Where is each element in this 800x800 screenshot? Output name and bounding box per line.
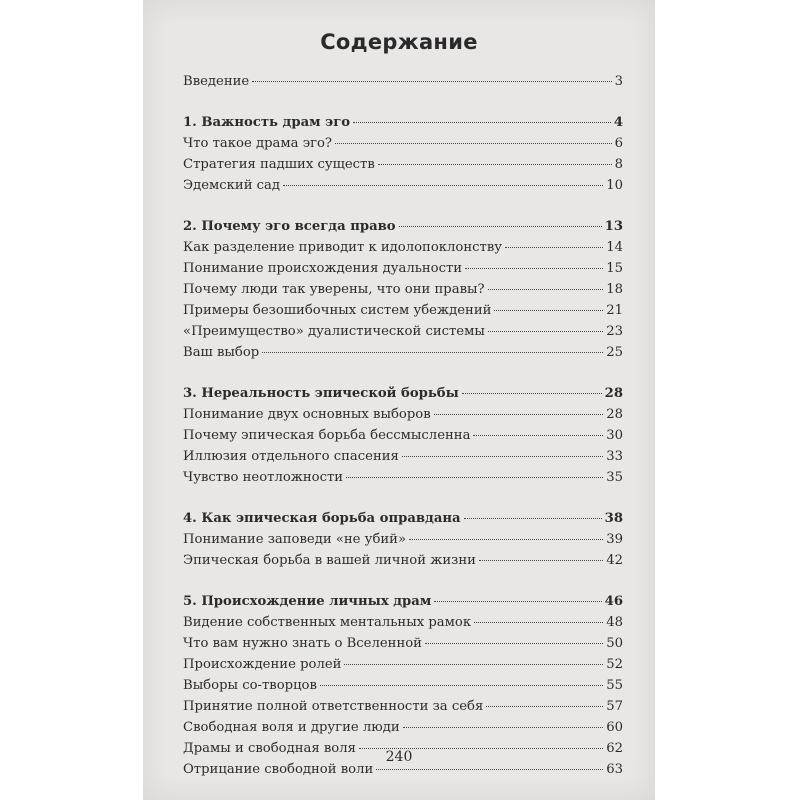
toc-entry-page: 4 [613,115,623,130]
toc-entry-title: Почему люди так уверены, что они правы? [183,282,485,297]
toc-entry [183,532,623,553]
dot-leader [425,643,603,644]
toc-chapter-entry [183,511,623,532]
toc-entry-title: 2. Почему эго всегда право [183,219,396,234]
toc-entry-title: Понимание заповеди «не убий» [183,532,407,547]
toc-entry [183,261,623,282]
dot-leader [335,143,612,144]
dot-leader [353,122,611,123]
toc-entry-title: Почему эпическая борьба бессмысленна [183,428,471,443]
toc-entry-page: 33 [606,449,623,464]
toc-entry [183,136,623,157]
page-title: Содержание [320,30,478,54]
toc-entry-title: 4. Как эпическая борьба оправдана [183,511,461,526]
toc-entry-title: Происхождение ролей [183,657,342,672]
toc-entry [183,240,623,261]
dot-leader [465,268,603,269]
toc-entry [183,699,623,720]
dot-leader [346,477,603,478]
toc-entry [183,470,623,491]
page-number: 240 [385,749,413,765]
dot-leader [320,685,603,686]
toc-entry [183,720,623,741]
toc-entry-page: 62 [606,741,623,756]
toc-entry-title: Введение [183,74,250,89]
toc-entry-title: Выборы со-творцов [183,678,317,693]
toc-entry-title: Свободная воля и другие люди [183,720,400,735]
section-gap [183,491,623,511]
toc-entry-page: 28 [606,407,623,422]
toc-entry [183,407,623,428]
toc-entry-title: Ваш выбор [183,345,260,360]
toc-entry-title: Отрицание свободной воли [183,762,374,777]
toc-entry-title: Принятие полной ответственности за себя [183,699,484,714]
toc-entry-page: 8 [614,157,623,172]
toc-entry [183,157,623,178]
toc-entry-page: 15 [606,261,623,276]
dot-leader [473,435,603,436]
toc-entry [183,615,623,636]
toc-entry-title: Что вам нужно знать о Вселенной [183,636,422,651]
toc-entry-title: 5. Происхождение личных драм [183,594,432,609]
toc-entry-page: 39 [606,532,623,547]
toc-entry-page: 63 [606,762,623,777]
toc-entry [183,303,623,324]
dot-leader [378,164,612,165]
dot-leader [252,81,611,82]
toc-entry-page: 50 [606,636,623,651]
toc-entry [183,345,623,366]
toc-entry [183,762,623,783]
toc-entry-title: Понимание двух основных выборов [183,407,431,422]
section-gap [183,95,623,115]
toc-chapter-entry [183,594,623,615]
toc-entry-page: 55 [606,678,623,693]
toc-entry-page: 38 [604,511,623,526]
dot-leader [462,393,602,394]
toc-entry-title: «Преимущество» дуалистической системы [183,324,485,339]
toc-entry [183,636,623,657]
toc-entry [183,678,623,699]
dot-leader [488,331,603,332]
toc-entry-page: 48 [606,615,623,630]
toc-entry-title: Эпическая борьба в вашей личной жизни [183,553,476,568]
section-gap [183,199,623,219]
dot-leader [262,352,603,353]
toc-entry-title: Видение собственных ментальных рамок [183,615,472,630]
toc-entry-page: 42 [606,553,623,568]
dot-leader [474,622,603,623]
toc-entry-title: Примеры безошибочных систем убеждений [183,303,492,318]
toc-entry [183,324,623,345]
dot-leader [464,518,602,519]
toc-entry-page: 28 [604,386,623,401]
toc-entry-title: Иллюзия отдельного спасения [183,449,399,464]
toc-entry [183,74,623,95]
dot-leader [283,185,603,186]
toc-entry-title: Драмы и свободная воля [183,741,356,756]
dot-leader [402,456,603,457]
dot-leader [399,226,602,227]
toc-entry-page: 46 [604,594,623,609]
dot-leader [376,769,603,770]
toc-entry [183,282,623,303]
section-gap [183,574,623,594]
toc-chapter-entry [183,115,623,136]
dot-leader [488,289,604,290]
toc-entry-page: 21 [606,303,623,318]
book-page [143,0,655,800]
toc-entry-page: 13 [604,219,623,234]
toc-entry-page: 3 [614,74,623,89]
toc-entry-page: 52 [606,657,623,672]
dot-leader [344,664,603,665]
dot-leader [434,601,601,602]
toc-chapter-entry [183,386,623,407]
toc-entry-page: 35 [606,470,623,485]
toc-entry-title: 1. Важность драм эго [183,115,351,130]
toc-entry-page: 10 [606,178,623,193]
toc-entry-title: Чувство неотложности [183,470,344,485]
section-gap [183,366,623,386]
dot-leader [505,247,603,248]
toc-entry [183,449,623,470]
toc-entry [183,428,623,449]
toc-entry [183,178,623,199]
toc-entry-title: Стратегия падших существ [183,157,375,172]
dot-leader [486,706,603,707]
toc-entry-page: 25 [606,345,623,360]
dot-leader [494,310,603,311]
toc-entry-page: 30 [606,428,623,443]
toc-entry-page: 60 [606,720,623,735]
toc-entry-title: Как разделение приводит к идолопоклонству [183,240,503,255]
toc-entry-page: 14 [606,240,623,255]
toc-entry [183,657,623,678]
toc-entry-title: 3. Нереальность эпической борьбы [183,386,459,401]
toc-chapter-entry [183,219,623,240]
table-of-contents [183,74,623,783]
toc-entry-title: Что такое драма эго? [183,136,332,151]
toc-entry-page: 23 [606,324,623,339]
dot-leader [403,727,604,728]
toc-entry-page: 6 [614,136,623,151]
toc-entry [183,553,623,574]
dot-leader [479,560,603,561]
toc-entry-title: Эдемский сад [183,178,281,193]
dot-leader [409,539,603,540]
dot-leader [434,414,604,415]
toc-entry-page: 57 [606,699,623,714]
toc-entry-page: 18 [606,282,623,297]
toc-entry-title: Понимание происхождения дуальности [183,261,463,276]
